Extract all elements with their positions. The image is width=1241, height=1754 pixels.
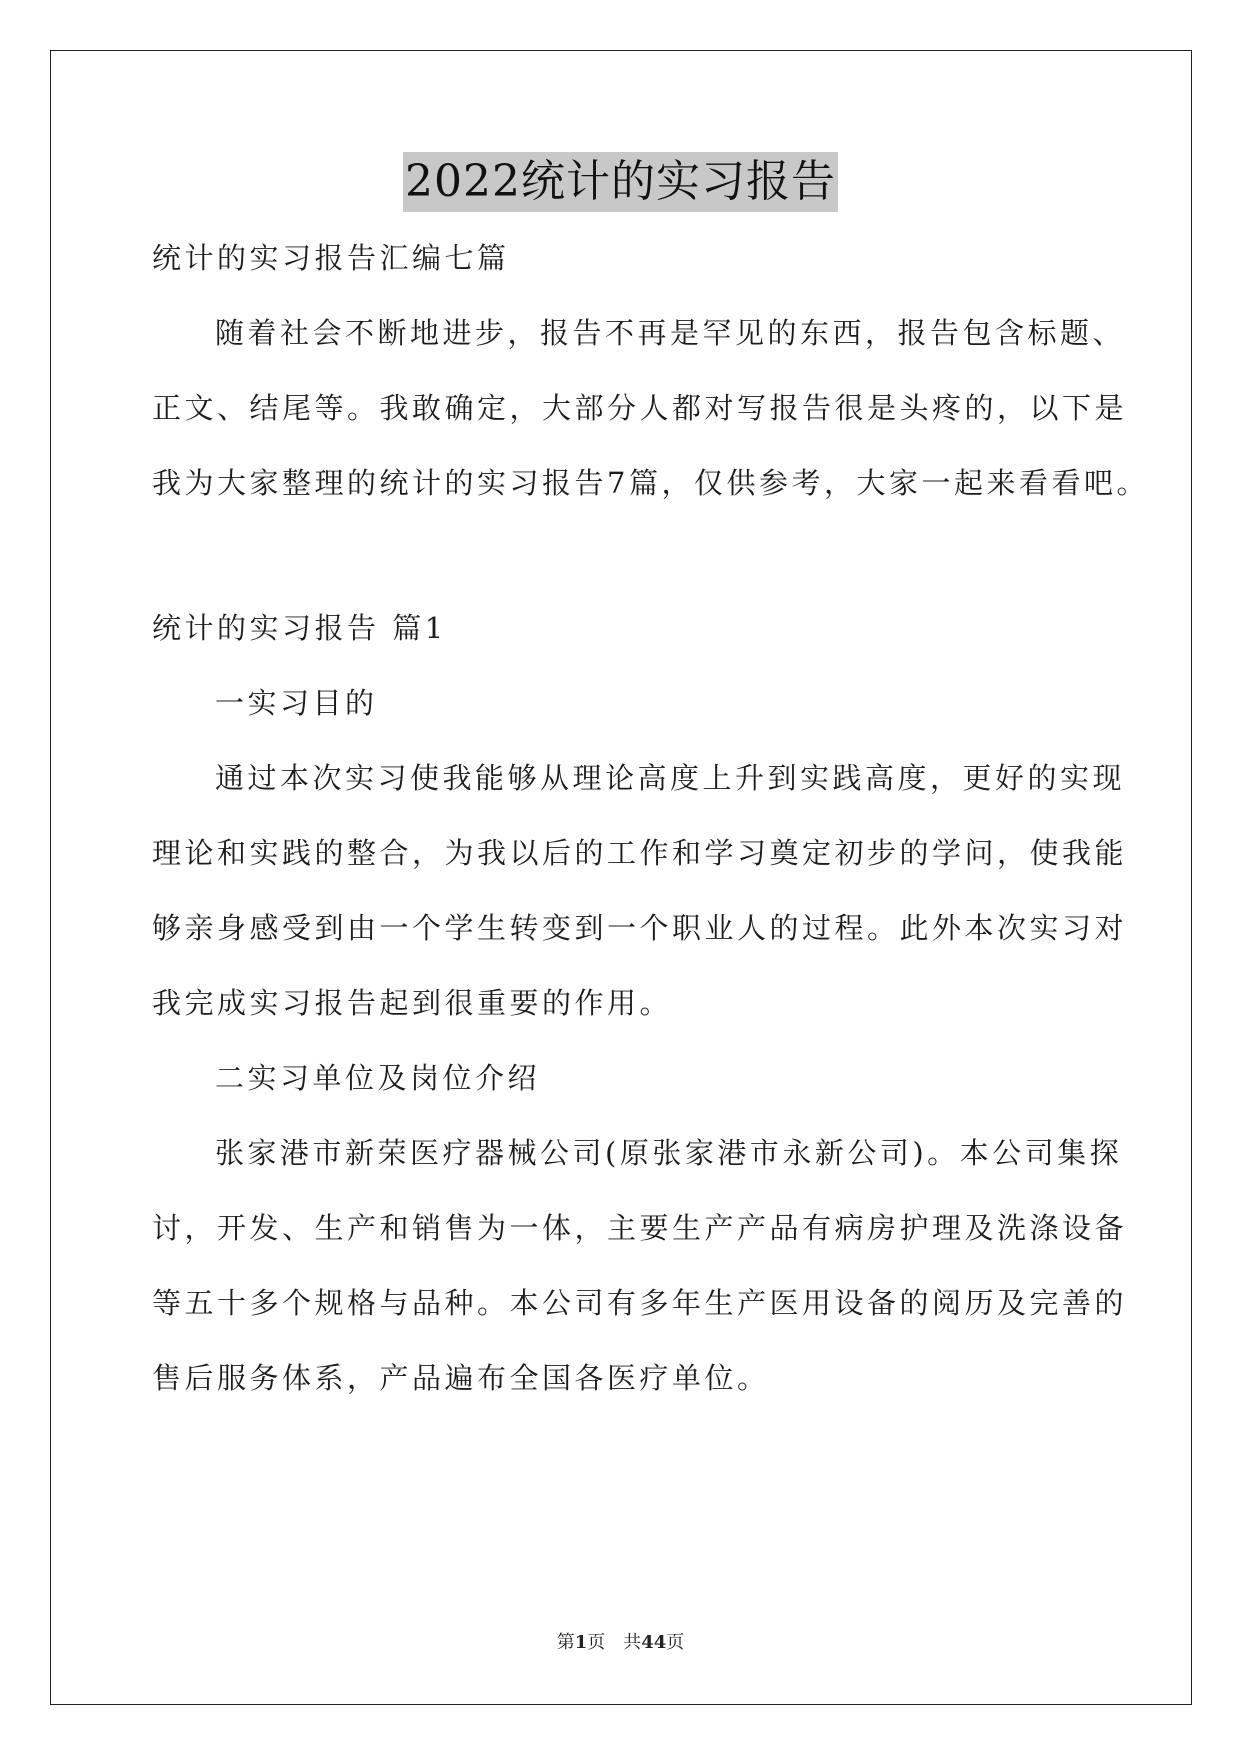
- section-heading: 统计的实习报告 篇1: [152, 611, 447, 645]
- part2-line-3: 等五十多个规格与品种。本公司有多年生产医用设备的阅历及完善的: [152, 1286, 1128, 1320]
- part2-line-4: 售后服务体系，产品遍布全国各医疗单位。: [152, 1361, 770, 1395]
- footer-mid: 页 共: [587, 1632, 642, 1653]
- footer-prefix: 第: [556, 1632, 575, 1653]
- footer-suffix: 页: [666, 1632, 685, 1653]
- intro-line-3: 我为大家整理的统计的实习报告7篇，仅供参考，大家一起来看看吧。: [152, 466, 1149, 500]
- part2-line-1: 张家港市新荣医疗器械公司(原张家港市永新公司)。本公司集探: [215, 1136, 1123, 1170]
- footer-current-page: 1: [574, 1632, 588, 1653]
- page-border: [50, 50, 1192, 1705]
- document-subtitle: 统计的实习报告汇编七篇: [152, 241, 510, 275]
- part2-heading: 二实习单位及岗位介绍: [215, 1061, 541, 1095]
- part1-line-4: 我完成实习报告起到很重要的作用。: [152, 986, 673, 1020]
- part1-line-2: 理论和实践的整合，为我以后的工作和学习奠定初步的学问，使我能: [152, 836, 1128, 870]
- part1-heading: 一实习目的: [215, 686, 378, 720]
- intro-line-1: 随着社会不断地进步，报告不再是罕见的东西，报告包含标题、: [215, 316, 1126, 350]
- intro-line-2: 正文、结尾等。我敢确定，大部分人都对写报告很是头疼的，以下是: [152, 391, 1128, 425]
- part1-line-3: 够亲身感受到由一个学生转变到一个职业人的过程。此外本次实习对: [152, 911, 1128, 945]
- footer-total-pages: 44: [641, 1632, 667, 1653]
- title-container: [0, 152, 1241, 212]
- page-footer: [0, 1628, 1241, 1654]
- part2-line-2: 讨，开发、生产和销售为一体，主要生产产品有病房护理及洗涤设备: [152, 1211, 1128, 1245]
- part1-line-1: 通过本次实习使我能够从理论高度上升到实践高度，更好的实现: [215, 761, 1126, 795]
- document-title: 2022统计的实习报告: [403, 152, 838, 212]
